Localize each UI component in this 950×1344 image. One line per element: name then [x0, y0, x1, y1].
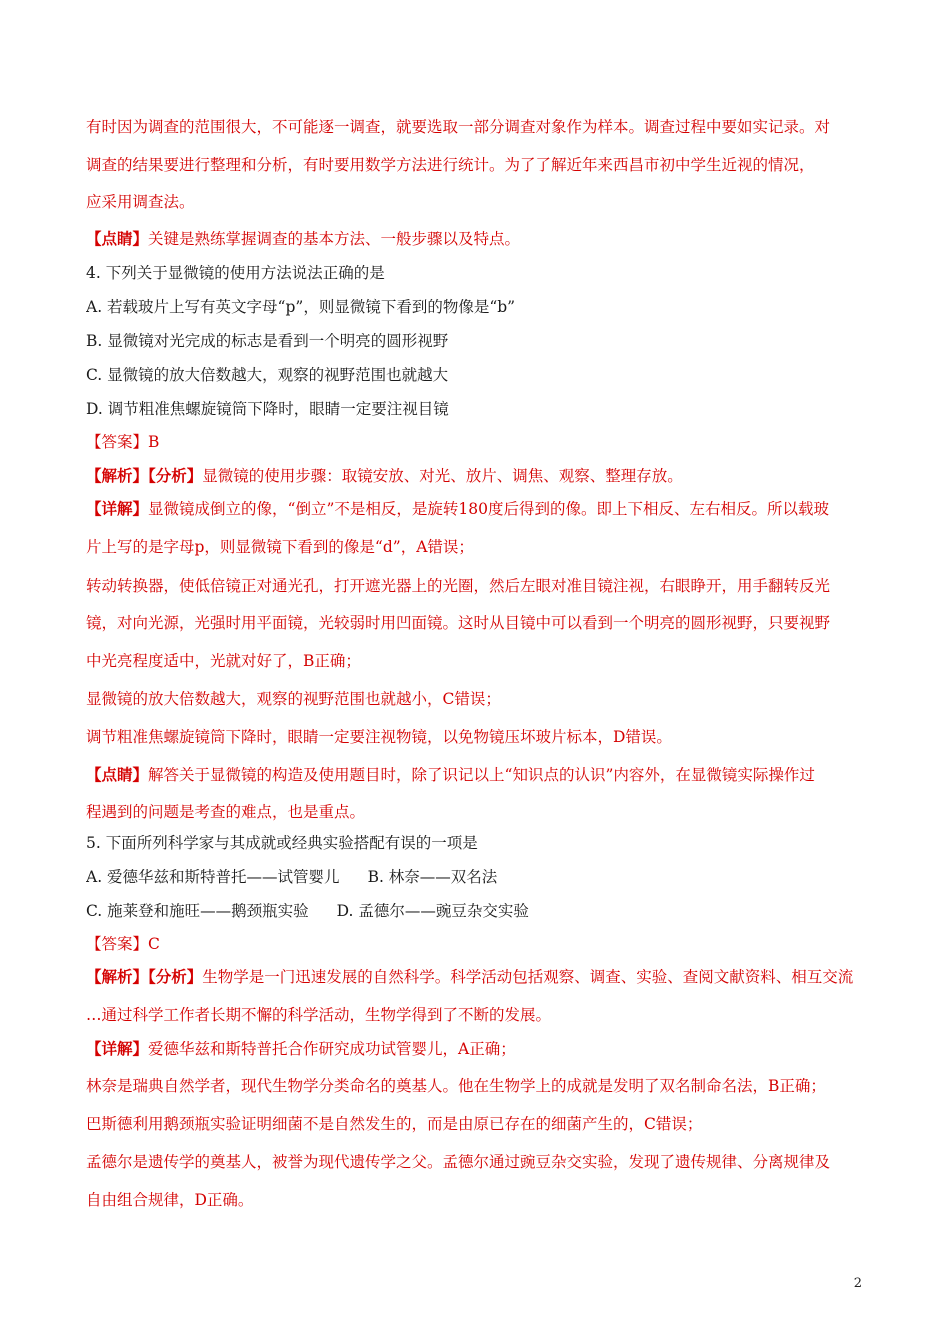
paragraph-line: 显微镜的放大倍数越大，观察的视野范围也就越小，C错误； [86, 690, 501, 708]
question-5-option-a: A. 爱德华兹和斯特普托——试管婴儿 [86, 868, 340, 886]
question-5-answer: 【答案】C [86, 935, 160, 953]
question-4-analysis [86, 465, 876, 487]
question-4-dianjing [86, 764, 876, 786]
paragraph-line: 片上写的是字母p，则显微镜下看到的像是“d”，A错误； [86, 538, 474, 556]
paragraph-line: 转动转换器，使低倍镜正对通光孔，打开遮光器上的光圈，然后左眼对准目镜注视，右眼睁开，用手翻转反光 [86, 577, 831, 595]
detail-tag: 【详解】 [86, 499, 149, 518]
page-number: 2 [853, 1276, 862, 1291]
analysis-text: 显微镜的使用步骤：取镜安放、对光、放片、调焦、观察、整理存放。 [202, 467, 683, 485]
detail-text: 显微镜成倒立的像，“倒立”不是相反，是旋转180度后得到的像。即上下相反、左右相反。所以载玻 [148, 500, 829, 518]
dianjing-text: 解答关于显微镜的构造及使用题目时，除了识记以上“知识点的认识”内容外，在显微镜实际操作过 [148, 766, 815, 784]
dianjing-line [86, 228, 876, 250]
paragraph-line: 自由组合规律，D正确。 [86, 1191, 254, 1209]
question-4-stem: 4. 下列关于显微镜的使用方法说法正确的是 [86, 264, 385, 282]
paragraph-line: …通过科学工作者长期不懈的科学活动，生物学得到了不断的发展。 [86, 1006, 552, 1024]
dianjing-tag: 【点睛】 [86, 229, 149, 248]
paragraph-line: 有时因为调查的范围很大，不可能逐一调查，就要选取一部分调查对象作为样本。调查过程中要如实记录。对 [86, 118, 831, 136]
question-5-analysis [86, 966, 876, 988]
question-5-stem: 5. 下面所列科学家与其成就或经典实验搭配有误的一项是 [86, 834, 478, 852]
question-5-options-row-1 [86, 866, 876, 888]
question-4-option-d: D. 调节粗准焦螺旋镜筒下降时，眼睛一定要注视目镜 [86, 400, 449, 418]
paragraph-line: 调节粗准焦螺旋镜筒下降时，眼睛一定要注视物镜，以免物镜压坏玻片标本，D错误。 [86, 728, 672, 746]
question-4-option-c: C. 显微镜的放大倍数越大，观察的视野范围也就越大 [86, 366, 449, 384]
question-4-detail [86, 498, 876, 520]
paragraph-line: 程遇到的问题是考查的难点，也是重点。 [86, 803, 366, 821]
question-4-option-a: A. 若载玻片上写有英文字母“p”，则显微镜下看到的物像是“b” [86, 298, 516, 316]
detail-tag: 【详解】 [86, 1039, 149, 1058]
detail-text: 爱德华兹和斯特普托合作研究成功试管婴儿，A正确； [148, 1040, 516, 1058]
paragraph-line: 孟德尔是遗传学的奠基人，被誉为现代遗传学之父。孟德尔通过豌豆杂交实验，发现了遗传规律、分离规律及 [86, 1153, 831, 1171]
analysis-tag: 【解析】【分析】 [86, 967, 203, 986]
dianjing-text: 关键是熟练掌握调查的基本方法、一般步骤以及特点。 [148, 230, 521, 248]
question-5-option-c: C. 施莱登和施旺——鹅颈瓶实验 [86, 902, 309, 920]
paragraph-line: 调查的结果要进行整理和分析，有时要用数学方法进行统计。为了了解近年来西昌市初中学生近视的情况， [86, 156, 815, 174]
paragraph-line: 应采用调查法。 [86, 193, 195, 211]
paragraph-line: 林奈是瑞典自然学者，现代生物学分类命名的奠基人。他在生物学上的成就是发明了双名制命名法，B正确； [86, 1077, 826, 1095]
analysis-tag: 【解析】【分析】 [86, 466, 203, 485]
paragraph-line: 巴斯德利用鹅颈瓶实验证明细菌不是自然发生的，而是由原已存在的细菌产生的，C错误； [86, 1115, 703, 1133]
question-4-option-b: B. 显微镜对光完成的标志是看到一个明亮的圆形视野 [86, 332, 449, 350]
paragraph-line: 中光亮程度适中，光就对好了，B正确； [86, 652, 361, 670]
paragraph-line: 镜，对向光源，光强时用平面镜，光较弱时用凹面镜。这时从目镜中可以看到一个明亮的圆形视野，只要视野 [86, 614, 831, 632]
dianjing-tag: 【点睛】 [86, 765, 149, 784]
question-5-detail [86, 1038, 876, 1060]
question-5-options-row-2 [86, 900, 876, 922]
question-4-answer: 【答案】B [86, 433, 160, 451]
analysis-text: 生物学是一门迅速发展的自然科学。科学活动包括观察、调查、实验、查阅文献资料、相互交流 [202, 968, 854, 986]
question-5-option-d: D. 孟德尔——豌豆杂交实验 [336, 902, 529, 920]
question-5-option-b: B. 林奈——双名法 [367, 868, 498, 886]
